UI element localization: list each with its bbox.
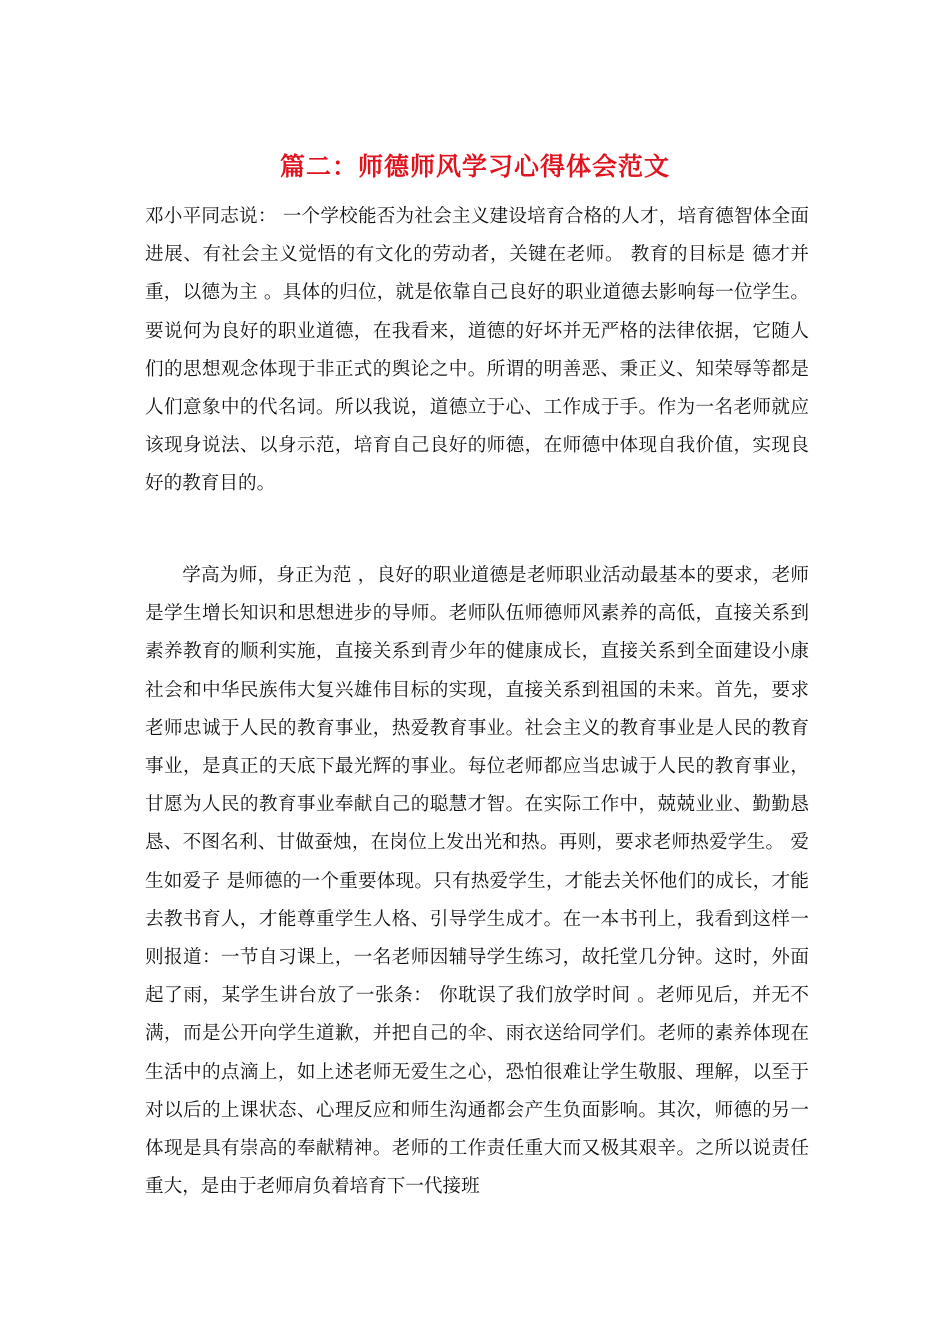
document-title: 篇二：师德师风学习心得体会范文 — [279, 152, 670, 181]
paragraph-2: 学高为师，身正为范 ，良好的职业道德是老师职业活动最基本的要求，老师是学生增长知识和思想进步的导师。老师队伍师德师风素养的高低，直接关系到素养教育的顺利实施，直接关系到青少年的健康成长，直接关系到全面建设小康社会和中华民族伟大复兴雄伟目标的实现，直接关系到祖国的未来。首先，要求老师忠诚于人民的教育事业，热爱教育事业。社会主义的教育事业是人民的教育事业，是真正的天底下最光辉的事业。每位老师都应当忠诚于人民的教育事业，甘愿为人民的教育事业奉献自己的聪慧才智。在实际工作中，兢兢业业、勤勤恳恳、不图名利、甘做蚕烛，在岗位上发出光和热。再则，要求老师热爱学生。 爱生如爱子 是师德的一个重要体现。只有热爱学生，才能去关怀他们的成长，才能去教书育人，才能尊重学生人格、引导学生成才。在一本书刊上，我看到这样一则报道：一节自习课上，一名老师因辅导学生练习，故托堂几分钟。这时，外面起了雨，某学生讲台放了一张条： 你耽误了我们放学时间 。老师见后，并无不满，而是公开向学生道歉，并把自己的伞、雨衣送给同学们。老师的素养体现在生活中的点滴上，如上述老师无爱生之心，恐怕很难让学生敬服、理解，以至于对以后的上课状态、心理反应和师生沟通都会产生负面影响。其次，师德的另一体现是具有崇高的奉献精神。老师的工作责任重大而又极其艰辛。之所以说责任重大，是由于老师肩负着培育下一代接班 — [145, 565, 809, 1198]
paragraph-1: 邓小平同志说： 一个学校能否为社会主义建设培育合格的人才，培育德智体全面进展、有社会主义觉悟的有文化的劳动者，关键在老师。 教育的目标是 德才并重，以德为主 。具体的归位，就是依靠自己良好的职业道德去影响每一位学生。要说何为良好的职业道德，在我看来，道德的好坏并无严格的法律依据，它随人们的思想观念体现于非正式的舆论之中。所谓的明善恶、秉正义、知荣辱等都是人们意象中的代名词。所以我说，道德立于心、工作成于手。作为一名老师就应该现身说法、以身示范，培育自己良好的师德，在师德中体现自我价值，实现良好的教育目的。 — [145, 206, 809, 495]
